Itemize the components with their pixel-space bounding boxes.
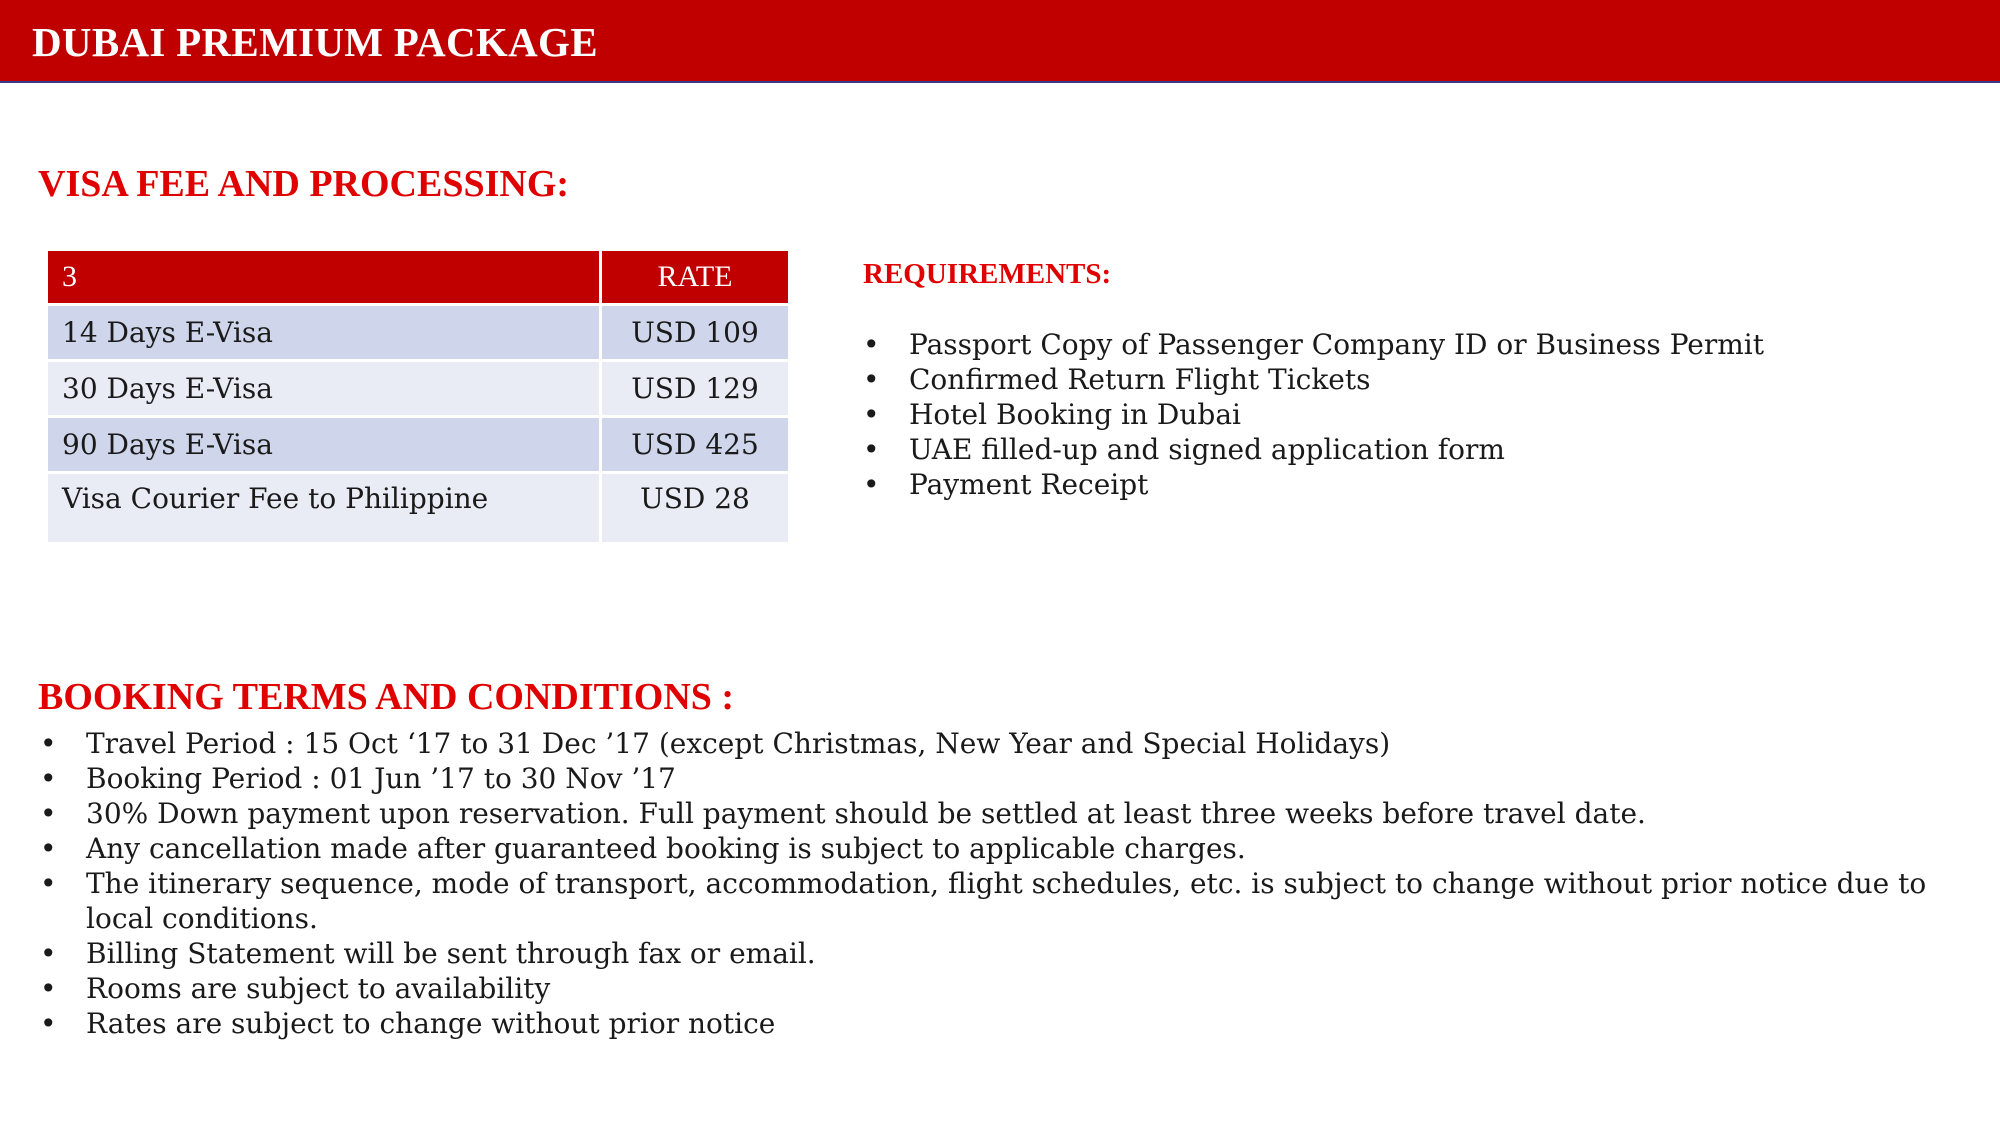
table-row (48, 418, 788, 471)
table-row (48, 362, 788, 415)
visa-item-name: 30 Days E-Visa (48, 362, 599, 415)
table-header-rate: RATE (602, 251, 788, 303)
requirements-list (863, 327, 1764, 502)
table-header-row (48, 251, 788, 303)
list-item: • Travel Period : 15 Oct ‘17 to 31 Dec ’17 (except Christmas, New Year and Special Holidays) (40, 726, 1940, 761)
list-item: • Rates are subject to change without prior notice (40, 1006, 1940, 1041)
visa-item-rate: USD 109 (602, 306, 788, 359)
list-item: • Billing Statement will be sent through fax or email. (40, 936, 1940, 971)
page-title: DUBAI PREMIUM PACKAGE (32, 19, 598, 65)
list-item: • UAE filled-up and signed application form (863, 432, 1764, 467)
visa-item-rate: USD 425 (602, 418, 788, 471)
visa-item-name: 14 Days E-Visa (48, 306, 599, 359)
list-item: • Passport Copy of Passenger Company ID or Business Permit (863, 327, 1764, 362)
requirements-heading: REQUIREMENTS: (863, 258, 1112, 290)
booking-terms-list (40, 726, 1940, 1041)
list-item: • 30% Down payment upon reservation. Full payment should be settled at least three weeks before travel date. (40, 796, 1940, 831)
visa-item-rate: USD 129 (602, 362, 788, 415)
table-row (48, 306, 788, 359)
list-item: • The itinerary sequence, mode of transport, accommodation, flight schedules, etc. is subject to change without prior notice due to local conditions. (40, 866, 1940, 936)
visa-item-name: Visa Courier Fee to Philippine (48, 474, 599, 542)
visa-section-heading: VISA FEE AND PROCESSING: (38, 163, 570, 205)
list-item: • Any cancellation made after guaranteed booking is subject to applicable charges. (40, 831, 1940, 866)
visa-item-rate: USD 28 (602, 474, 788, 542)
visa-fee-table (45, 248, 791, 545)
list-item: • Rooms are subject to availability (40, 971, 1940, 1006)
list-item: • Confirmed Return Flight Tickets (863, 362, 1764, 397)
header-band (0, 0, 2000, 83)
visa-item-name: 90 Days E-Visa (48, 418, 599, 471)
table-row (48, 474, 788, 542)
list-item: • Booking Period : 01 Jun ’17 to 30 Nov ’17 (40, 761, 1940, 796)
list-item: • Payment Receipt (863, 467, 1764, 502)
table-header-item: 3 (48, 251, 599, 303)
booking-terms-heading: BOOKING TERMS AND CONDITIONS : (38, 676, 735, 718)
list-item: • Hotel Booking in Dubai (863, 397, 1764, 432)
